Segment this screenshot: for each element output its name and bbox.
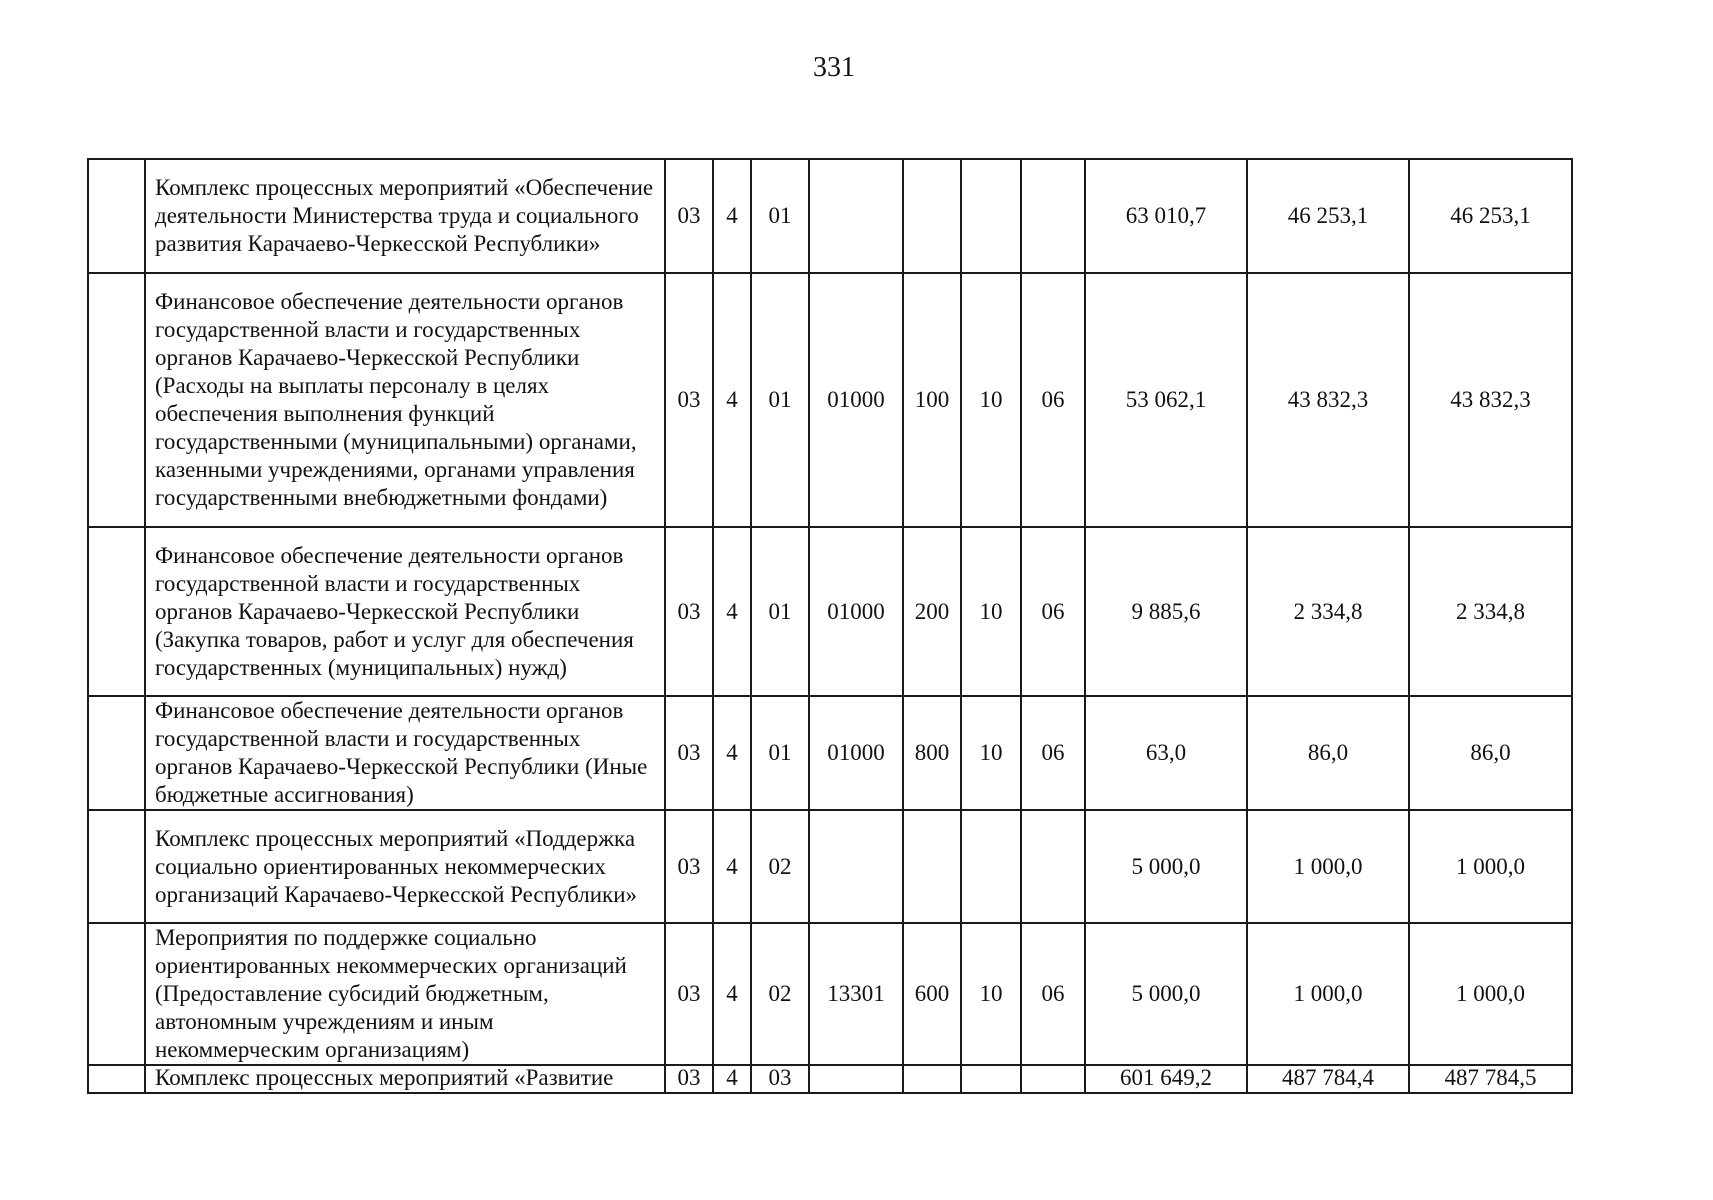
row-name-cell: Финансовое обеспечение деятельности органов государственной власти и государственных органов Карачаево-Черкесской Республики (Расходы на выплаты персоналу в целях обеспечения выполнения функций государственными (муниципальными) органами, казенными учреждениями, органами управления государственными внебюджетными фондами) — [145, 273, 665, 527]
code-cell: 800 — [903, 696, 961, 810]
row-name-cell: Комплекс процессных мероприятий «Обеспечение деятельности Министерства труда и социального развития Карачаево-Черкесской Республики» — [145, 159, 665, 273]
amount-cell: 2 334,8 — [1247, 527, 1409, 696]
amount-cell: 63 010,7 — [1085, 159, 1247, 273]
code-cell — [809, 159, 903, 273]
code-cell: 4 — [713, 923, 751, 1065]
amount-cell: 5 000,0 — [1085, 810, 1247, 923]
amount-cell: 487 784,5 — [1409, 1065, 1572, 1093]
code-cell: 03 — [665, 273, 713, 527]
amount-cell: 53 062,1 — [1085, 273, 1247, 527]
row-name-cell: Комплекс процессных мероприятий «Развитие — [145, 1065, 665, 1093]
code-cell: 13301 — [809, 923, 903, 1065]
budget-table — [87, 158, 1573, 1094]
amount-cell: 5 000,0 — [1085, 923, 1247, 1065]
amount-cell: 43 832,3 — [1409, 273, 1572, 527]
code-cell: 01 — [751, 159, 809, 273]
code-cell: 06 — [1021, 527, 1085, 696]
code-cell: 01 — [751, 527, 809, 696]
code-cell — [903, 1065, 961, 1093]
code-cell: 06 — [1021, 696, 1085, 810]
amount-cell: 86,0 — [1247, 696, 1409, 810]
code-cell — [961, 810, 1021, 923]
code-cell: 100 — [903, 273, 961, 527]
code-cell: 600 — [903, 923, 961, 1065]
code-cell: 03 — [665, 1065, 713, 1093]
page-number: 331 — [813, 52, 855, 83]
row-name-cell: Комплекс процессных мероприятий «Поддержка социально ориентированных некоммерческих организаций Карачаево-Черкесской Республики» — [145, 810, 665, 923]
table-row — [88, 923, 1572, 1065]
row-number-cell — [88, 527, 145, 696]
code-cell: 03 — [665, 527, 713, 696]
code-cell: 01000 — [809, 527, 903, 696]
code-cell: 03 — [751, 1065, 809, 1093]
code-cell: 01000 — [809, 273, 903, 527]
code-cell: 02 — [751, 923, 809, 1065]
code-cell: 06 — [1021, 273, 1085, 527]
amount-cell: 86,0 — [1409, 696, 1572, 810]
code-cell: 02 — [751, 810, 809, 923]
code-cell: 03 — [665, 159, 713, 273]
amount-cell: 1 000,0 — [1247, 923, 1409, 1065]
amount-cell: 2 334,8 — [1409, 527, 1572, 696]
amount-cell: 63,0 — [1085, 696, 1247, 810]
table-row — [88, 159, 1572, 273]
table-row — [88, 1065, 1572, 1093]
code-cell: 200 — [903, 527, 961, 696]
code-cell: 03 — [665, 923, 713, 1065]
code-cell: 10 — [961, 273, 1021, 527]
code-cell: 10 — [961, 696, 1021, 810]
code-cell: 01000 — [809, 696, 903, 810]
row-number-cell — [88, 159, 145, 273]
code-cell: 01 — [751, 696, 809, 810]
code-cell: 4 — [713, 696, 751, 810]
row-number-cell — [88, 810, 145, 923]
code-cell: 03 — [665, 696, 713, 810]
table-row — [88, 273, 1572, 527]
amount-cell: 46 253,1 — [1409, 159, 1572, 273]
code-cell — [809, 810, 903, 923]
code-cell — [1021, 810, 1085, 923]
row-number-cell — [88, 273, 145, 527]
code-cell — [903, 159, 961, 273]
row-name-cell: Мероприятия по поддержке социально ориентированных некоммерческих организаций (Предоставление субсидий бюджетным, автономным учреждениям и иным некоммерческим организациям) — [145, 923, 665, 1065]
code-cell: 4 — [713, 159, 751, 273]
table-row — [88, 696, 1572, 810]
code-cell — [1021, 159, 1085, 273]
amount-cell: 43 832,3 — [1247, 273, 1409, 527]
amount-cell: 1 000,0 — [1409, 810, 1572, 923]
code-cell: 4 — [713, 810, 751, 923]
code-cell — [903, 810, 961, 923]
amount-cell: 46 253,1 — [1247, 159, 1409, 273]
code-cell: 4 — [713, 527, 751, 696]
code-cell: 10 — [961, 923, 1021, 1065]
code-cell — [961, 1065, 1021, 1093]
row-number-cell — [88, 1065, 145, 1093]
code-cell: 4 — [713, 1065, 751, 1093]
row-number-cell — [88, 923, 145, 1065]
row-number-cell — [88, 696, 145, 810]
amount-cell: 9 885,6 — [1085, 527, 1247, 696]
code-cell: 01 — [751, 273, 809, 527]
code-cell — [961, 159, 1021, 273]
code-cell — [1021, 1065, 1085, 1093]
row-name-cell: Финансовое обеспечение деятельности органов государственной власти и государственных органов Карачаево-Черкесской Республики (Закупка товаров, работ и услуг для обеспечения государственных (муниципальных) нужд) — [145, 527, 665, 696]
amount-cell: 601 649,2 — [1085, 1065, 1247, 1093]
row-name-cell: Финансовое обеспечение деятельности органов государственной власти и государственных органов Карачаево-Черкесской Республики (Иные бюджетные ассигнования) — [145, 696, 665, 810]
code-cell: 4 — [713, 273, 751, 527]
code-cell: 10 — [961, 527, 1021, 696]
code-cell: 06 — [1021, 923, 1085, 1065]
amount-cell: 1 000,0 — [1409, 923, 1572, 1065]
amount-cell: 1 000,0 — [1247, 810, 1409, 923]
table-row — [88, 810, 1572, 923]
table-row — [88, 527, 1572, 696]
code-cell: 03 — [665, 810, 713, 923]
amount-cell: 487 784,4 — [1247, 1065, 1409, 1093]
code-cell — [809, 1065, 903, 1093]
